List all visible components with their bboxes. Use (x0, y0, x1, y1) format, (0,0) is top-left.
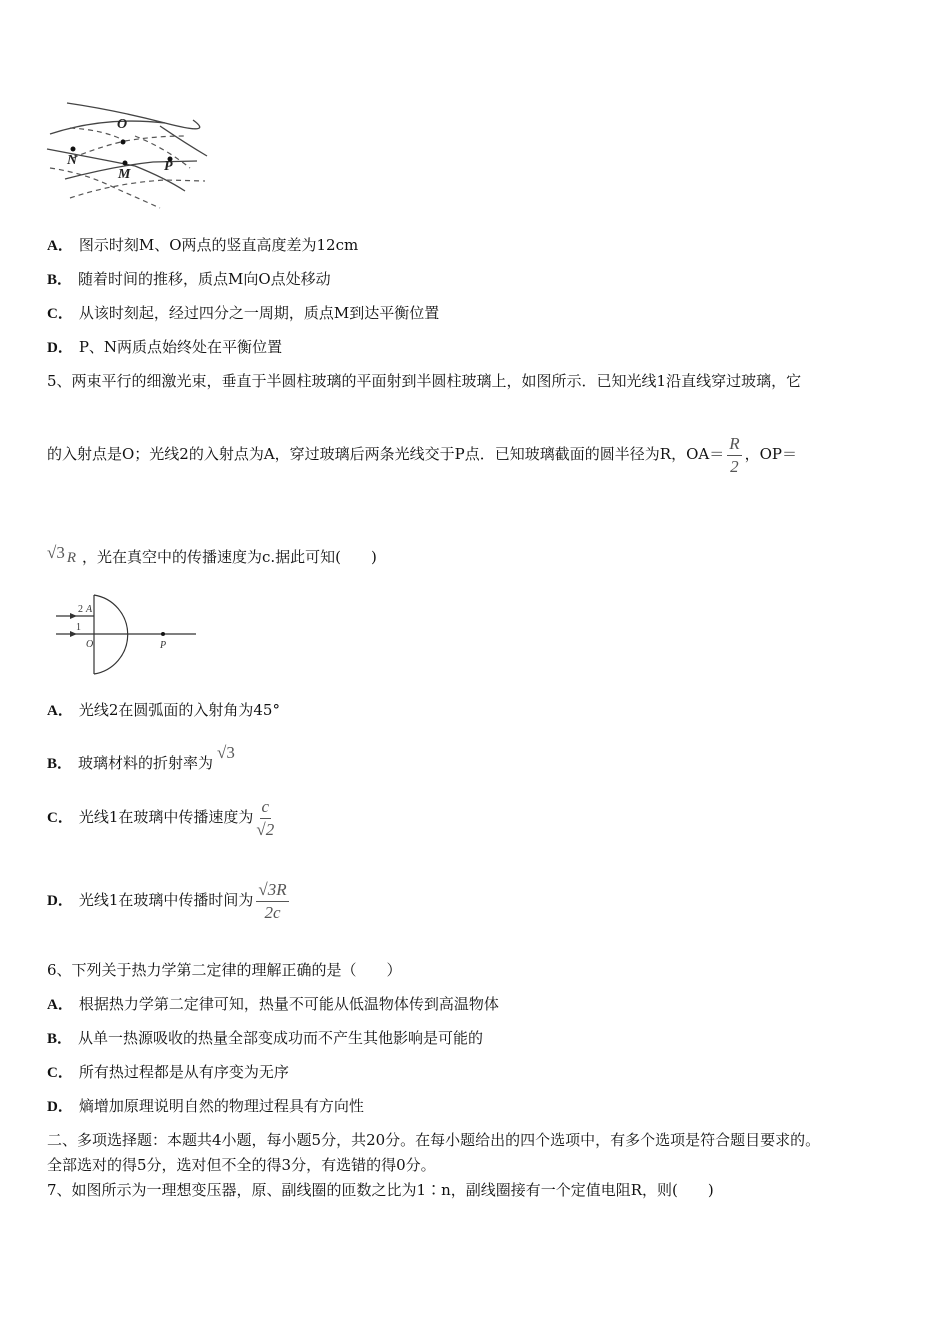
option-label: A． (47, 703, 73, 719)
numerator: c (260, 796, 272, 819)
option-fraction (256, 796, 274, 841)
label-o: O (117, 117, 128, 132)
q4-option-c (47, 303, 439, 324)
stem-text: ，OP＝ (744, 445, 797, 463)
option-text: 光线1在玻璃中传播速度为 (78, 808, 254, 826)
option-text: 所有热过程都是从有序变为无序 (78, 1063, 289, 1081)
stem-text: 的入射点是O；光线2的入射点为A，穿过玻璃后两条光线交于P点．已知玻璃截面的圆半径为R，OA＝ (47, 445, 725, 463)
denominator: √2 (256, 819, 275, 839)
option-label: C． (47, 810, 73, 826)
option-label: C． (47, 306, 73, 322)
sqrt3: √3 (47, 543, 65, 562)
option-label: D． (47, 340, 73, 356)
label-p: P (164, 159, 173, 174)
q6-option-a (47, 994, 499, 1015)
option-fraction (256, 879, 288, 924)
q6-option-b (47, 1028, 483, 1049)
q5-option-d (47, 877, 292, 924)
numerator: √3R (256, 879, 288, 902)
q5-option-a (47, 700, 280, 721)
option-label: C． (47, 1065, 73, 1081)
q5-stem-line1: 5、两束平行的细激光束，垂直于半圆柱玻璃的平面射到半圆柱玻璃上，如图所示．已知光线1沿直线穿过玻璃，它 (47, 372, 802, 390)
denominator: 2c (264, 902, 281, 922)
option-text: 根据热力学第二定律可知，热量不可能从低温物体传到高温物体 (78, 995, 499, 1013)
option-text: 随着时间的推移，质点M向O点处移动 (78, 270, 331, 288)
option-text: 玻璃材料的折射率为 (78, 754, 214, 772)
q4-option-d (47, 337, 282, 358)
option-label: A． (47, 238, 73, 254)
numerator: R (727, 433, 741, 456)
q5-option-b (47, 738, 235, 779)
q6-option-c (47, 1062, 289, 1083)
section-2-heading: 二、多项选择题：本题共4小题，每小题5分，共20分。在每小题给出的四个选项中，有多个选项是符合题目要求的。 (47, 1131, 821, 1149)
denominator: 2 (730, 456, 739, 476)
label-m: M (118, 167, 131, 182)
stem-text: ，光在真空中的传播速度为c.据此可知( ) (82, 548, 377, 566)
label-a: A (86, 604, 93, 615)
option-text: 从单一热源吸收的热量全部变成功而不产生其他影响是可能的 (78, 1029, 484, 1047)
option-text: 从该时刻起，经过四分之一周期，质点M到达平衡位置 (78, 304, 440, 322)
label-ray-2: 2 (78, 604, 83, 615)
option-text: 光线1在玻璃中传播时间为 (78, 891, 254, 909)
option-label: D． (47, 893, 73, 909)
label-o: O (86, 639, 94, 650)
option-text: P、N两质点始终处在平衡位置 (78, 338, 283, 356)
q4-option-b (47, 269, 331, 290)
option-text: 图示时刻M、O两点的竖直高度差为12cm (78, 236, 359, 254)
oa-fraction (727, 433, 741, 478)
q6-option-d (47, 1096, 364, 1117)
label-n: N (67, 153, 78, 168)
option-label: B． (47, 756, 73, 772)
option-label: A． (47, 997, 73, 1013)
q7-stem: 7、如图所示为一理想变压器，原、副线圈的匝数之比为1∶n，副线圈接有一个定值电阻R，则( ) (47, 1181, 714, 1199)
q5-stem-line3 (47, 538, 377, 573)
q4-option-a (47, 235, 358, 256)
q5-option-c (47, 794, 277, 841)
option-text: 熵增加原理说明自然的物理过程具有方向性 (78, 1097, 364, 1115)
option-label: B． (47, 1031, 73, 1047)
label-p: P (160, 640, 167, 651)
semicircle-glass-figure (52, 590, 200, 676)
option-text: 光线2在圆弧面的入射角为45° (78, 701, 280, 719)
section-2-scoring: 全部选对的得5分，选对但不全的得3分，有选错的得0分。 (47, 1156, 436, 1174)
q6-stem: 6、下列关于热力学第二定律的理解正确的是（ ） (47, 961, 402, 979)
r-unit: R (66, 550, 77, 566)
option-math: √3 (217, 743, 235, 762)
label-ray-1: 1 (76, 622, 81, 633)
option-label: B． (47, 272, 73, 288)
wave-interference-figure (45, 98, 210, 210)
q5-stem-line2 (47, 432, 797, 478)
option-label: D． (47, 1099, 73, 1115)
